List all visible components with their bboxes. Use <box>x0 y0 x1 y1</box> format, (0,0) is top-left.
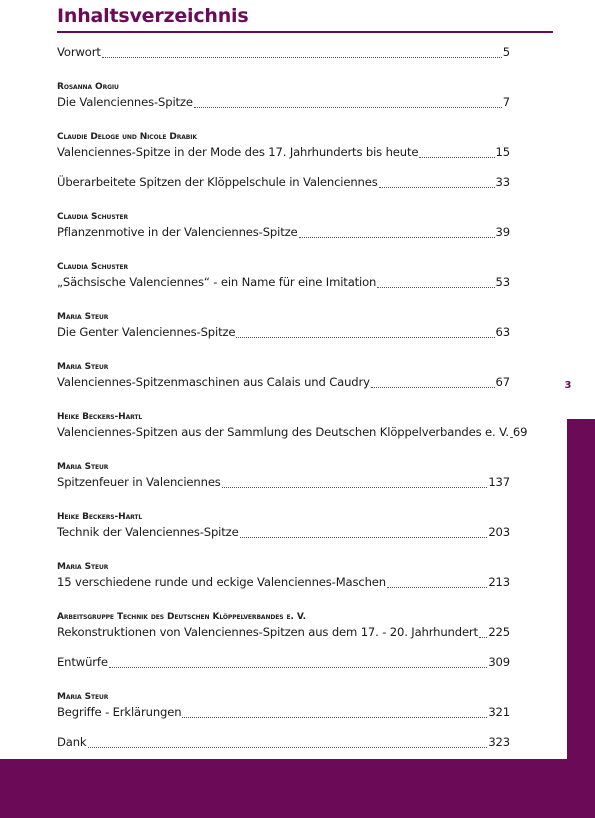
toc-entry <box>57 462 510 491</box>
toc-entry-leader-dots <box>371 386 495 388</box>
toc-entry <box>57 512 510 541</box>
toc-entry-page-number: 213 <box>488 575 510 589</box>
toc-entry <box>57 262 510 291</box>
toc-entry-page-number: 15 <box>495 145 510 159</box>
toc-entry-author: Heike Beckers-Hartl <box>57 412 143 422</box>
toc-entry-title: Die Valenciennes-Spitze <box>57 95 193 109</box>
toc-entry-line <box>57 223 510 241</box>
toc-entry-title: Dank <box>57 735 87 749</box>
toc-entry <box>57 212 510 241</box>
toc-entry-leader-dots <box>240 536 488 538</box>
toc-entry-leader-dots <box>88 746 488 748</box>
toc-entry-author: Maria Steur <box>57 462 109 472</box>
toc-entry-page-number: 7 <box>502 95 510 109</box>
toc-entry-title: Begriffe - Erklärungen <box>57 705 182 719</box>
toc-entry-author: Rosanna Orgiu <box>57 82 119 92</box>
toc-entry-line <box>57 733 510 751</box>
toc-entry <box>57 562 510 591</box>
toc-entry-line <box>57 273 510 291</box>
toc-entry-leader-dots <box>387 586 487 588</box>
toc-entry-leader-dots <box>194 106 502 108</box>
toc-entry-page-number: 39 <box>495 225 510 239</box>
toc-entry-author: Maria Steur <box>57 562 109 572</box>
toc-entry-line <box>57 703 510 721</box>
toc-entry-page-number: 33 <box>495 175 510 189</box>
toc-entry-title: Rekonstruktionen von Valenciennes-Spitzen aus dem 17. - 20. Jahrhundert <box>57 625 478 639</box>
toc-entry <box>57 173 510 191</box>
toc-entry-page-number: 137 <box>488 475 510 489</box>
toc-entry-author: Maria Steur <box>57 692 109 702</box>
toc-entry <box>57 82 510 111</box>
toc-entry-page-number: 323 <box>488 735 510 749</box>
page-number: 3 <box>564 380 572 391</box>
toc-entry <box>57 653 510 671</box>
toc-entry-title: Spitzenfeuer in Valenciennes <box>57 475 221 489</box>
toc-entry-page-number: 203 <box>488 525 510 539</box>
toc-entry-line <box>57 623 510 641</box>
toc-entry <box>57 312 510 341</box>
toc-entry-title: Valenciennes-Spitze in der Mode des 17. Jahrhunderts bis heute <box>57 145 419 159</box>
toc-entry-leader-dots <box>479 636 487 638</box>
toc-entry-line <box>57 573 510 591</box>
toc-entry-author: Claudia Schuster <box>57 212 129 222</box>
page-title: Inhaltsverzeichnis <box>57 5 249 27</box>
toc-entry-line <box>57 653 510 671</box>
toc-entry-leader-dots <box>299 236 495 238</box>
toc-entry-leader-dots <box>236 336 494 338</box>
toc-entry-page-number: 5 <box>502 45 510 59</box>
toc-entry-page-number: 69 <box>512 425 528 439</box>
toc-entry-title: „Sächsische Valenciennes“ - ein Name für eine Imitation <box>57 275 377 289</box>
toc-entry-page-number: 309 <box>488 655 510 669</box>
toc-entry-title: Pflanzenmotive in der Valenciennes-Spitze <box>57 225 298 239</box>
toc-entry-line <box>57 373 510 391</box>
toc-entry-title: Technik der Valenciennes-Spitze <box>57 525 239 539</box>
toc-entry-author: Claudie Deloge und Nicole Drabik <box>57 132 197 142</box>
toc-entry <box>57 692 510 721</box>
toc-entry-title: Die Genter Valenciennes-Spitze <box>57 325 236 339</box>
toc-entry-leader-dots <box>182 716 487 718</box>
toc-entry <box>57 362 510 391</box>
toc-entry-page-number: 53 <box>495 275 510 289</box>
bottom-color-band <box>0 759 595 818</box>
toc-entry-leader-dots <box>377 286 494 288</box>
toc-entry <box>57 412 528 441</box>
toc-entry-page-number: 63 <box>495 325 510 339</box>
toc-entry-line <box>57 473 510 491</box>
toc-entry-author: Claudia Schuster <box>57 262 129 272</box>
toc-entry <box>57 132 510 161</box>
toc-entry-line <box>57 523 510 541</box>
toc-entry-author: Heike Beckers-Hartl <box>57 512 143 522</box>
toc-entry-leader-dots <box>102 56 502 58</box>
toc-entry-author: Arbeitsgruppe Technik des Deutschen Klöppelverbandes e. V. <box>57 612 306 622</box>
toc-entry-line <box>57 43 510 61</box>
toc-entry-leader-dots <box>379 186 495 188</box>
toc-entry-page-number: 67 <box>495 375 510 389</box>
toc-entry-author: Maria Steur <box>57 312 109 322</box>
toc-entry <box>57 612 510 641</box>
toc-entry-line <box>57 93 510 111</box>
toc-entry-title: Überarbeitete Spitzen der Klöppelschule in Valenciennes <box>57 175 378 189</box>
toc-entry-author: Maria Steur <box>57 362 109 372</box>
toc-entry-title: 15 verschiedene runde und eckige Valenciennes-Maschen <box>57 575 386 589</box>
toc-entry-leader-dots <box>419 156 494 158</box>
toc-entry-leader-dots <box>222 486 488 488</box>
toc-entry-page-number: 321 <box>488 705 510 719</box>
toc-entry-line <box>57 173 510 191</box>
toc-entry-line <box>57 423 528 441</box>
title-underline <box>57 31 553 33</box>
toc-entry-title: Entwürfe <box>57 655 108 669</box>
toc-entry <box>57 43 510 61</box>
toc-entry-page-number: 225 <box>488 625 510 639</box>
toc-entry-line <box>57 143 510 161</box>
toc-entry <box>57 733 510 751</box>
toc-entry-title: Valenciennes-Spitzen aus der Sammlung des Deutschen Klöppelverbandes e. V. <box>57 425 509 439</box>
toc-entry-title: Vorwort <box>57 45 101 59</box>
toc-entry-title: Valenciennes-Spitzenmaschinen aus Calais und Caudry <box>57 375 370 389</box>
toc-entry-leader-dots <box>109 666 487 668</box>
toc-entry-line <box>57 323 510 341</box>
toc-entry-leader-dots <box>510 436 512 438</box>
